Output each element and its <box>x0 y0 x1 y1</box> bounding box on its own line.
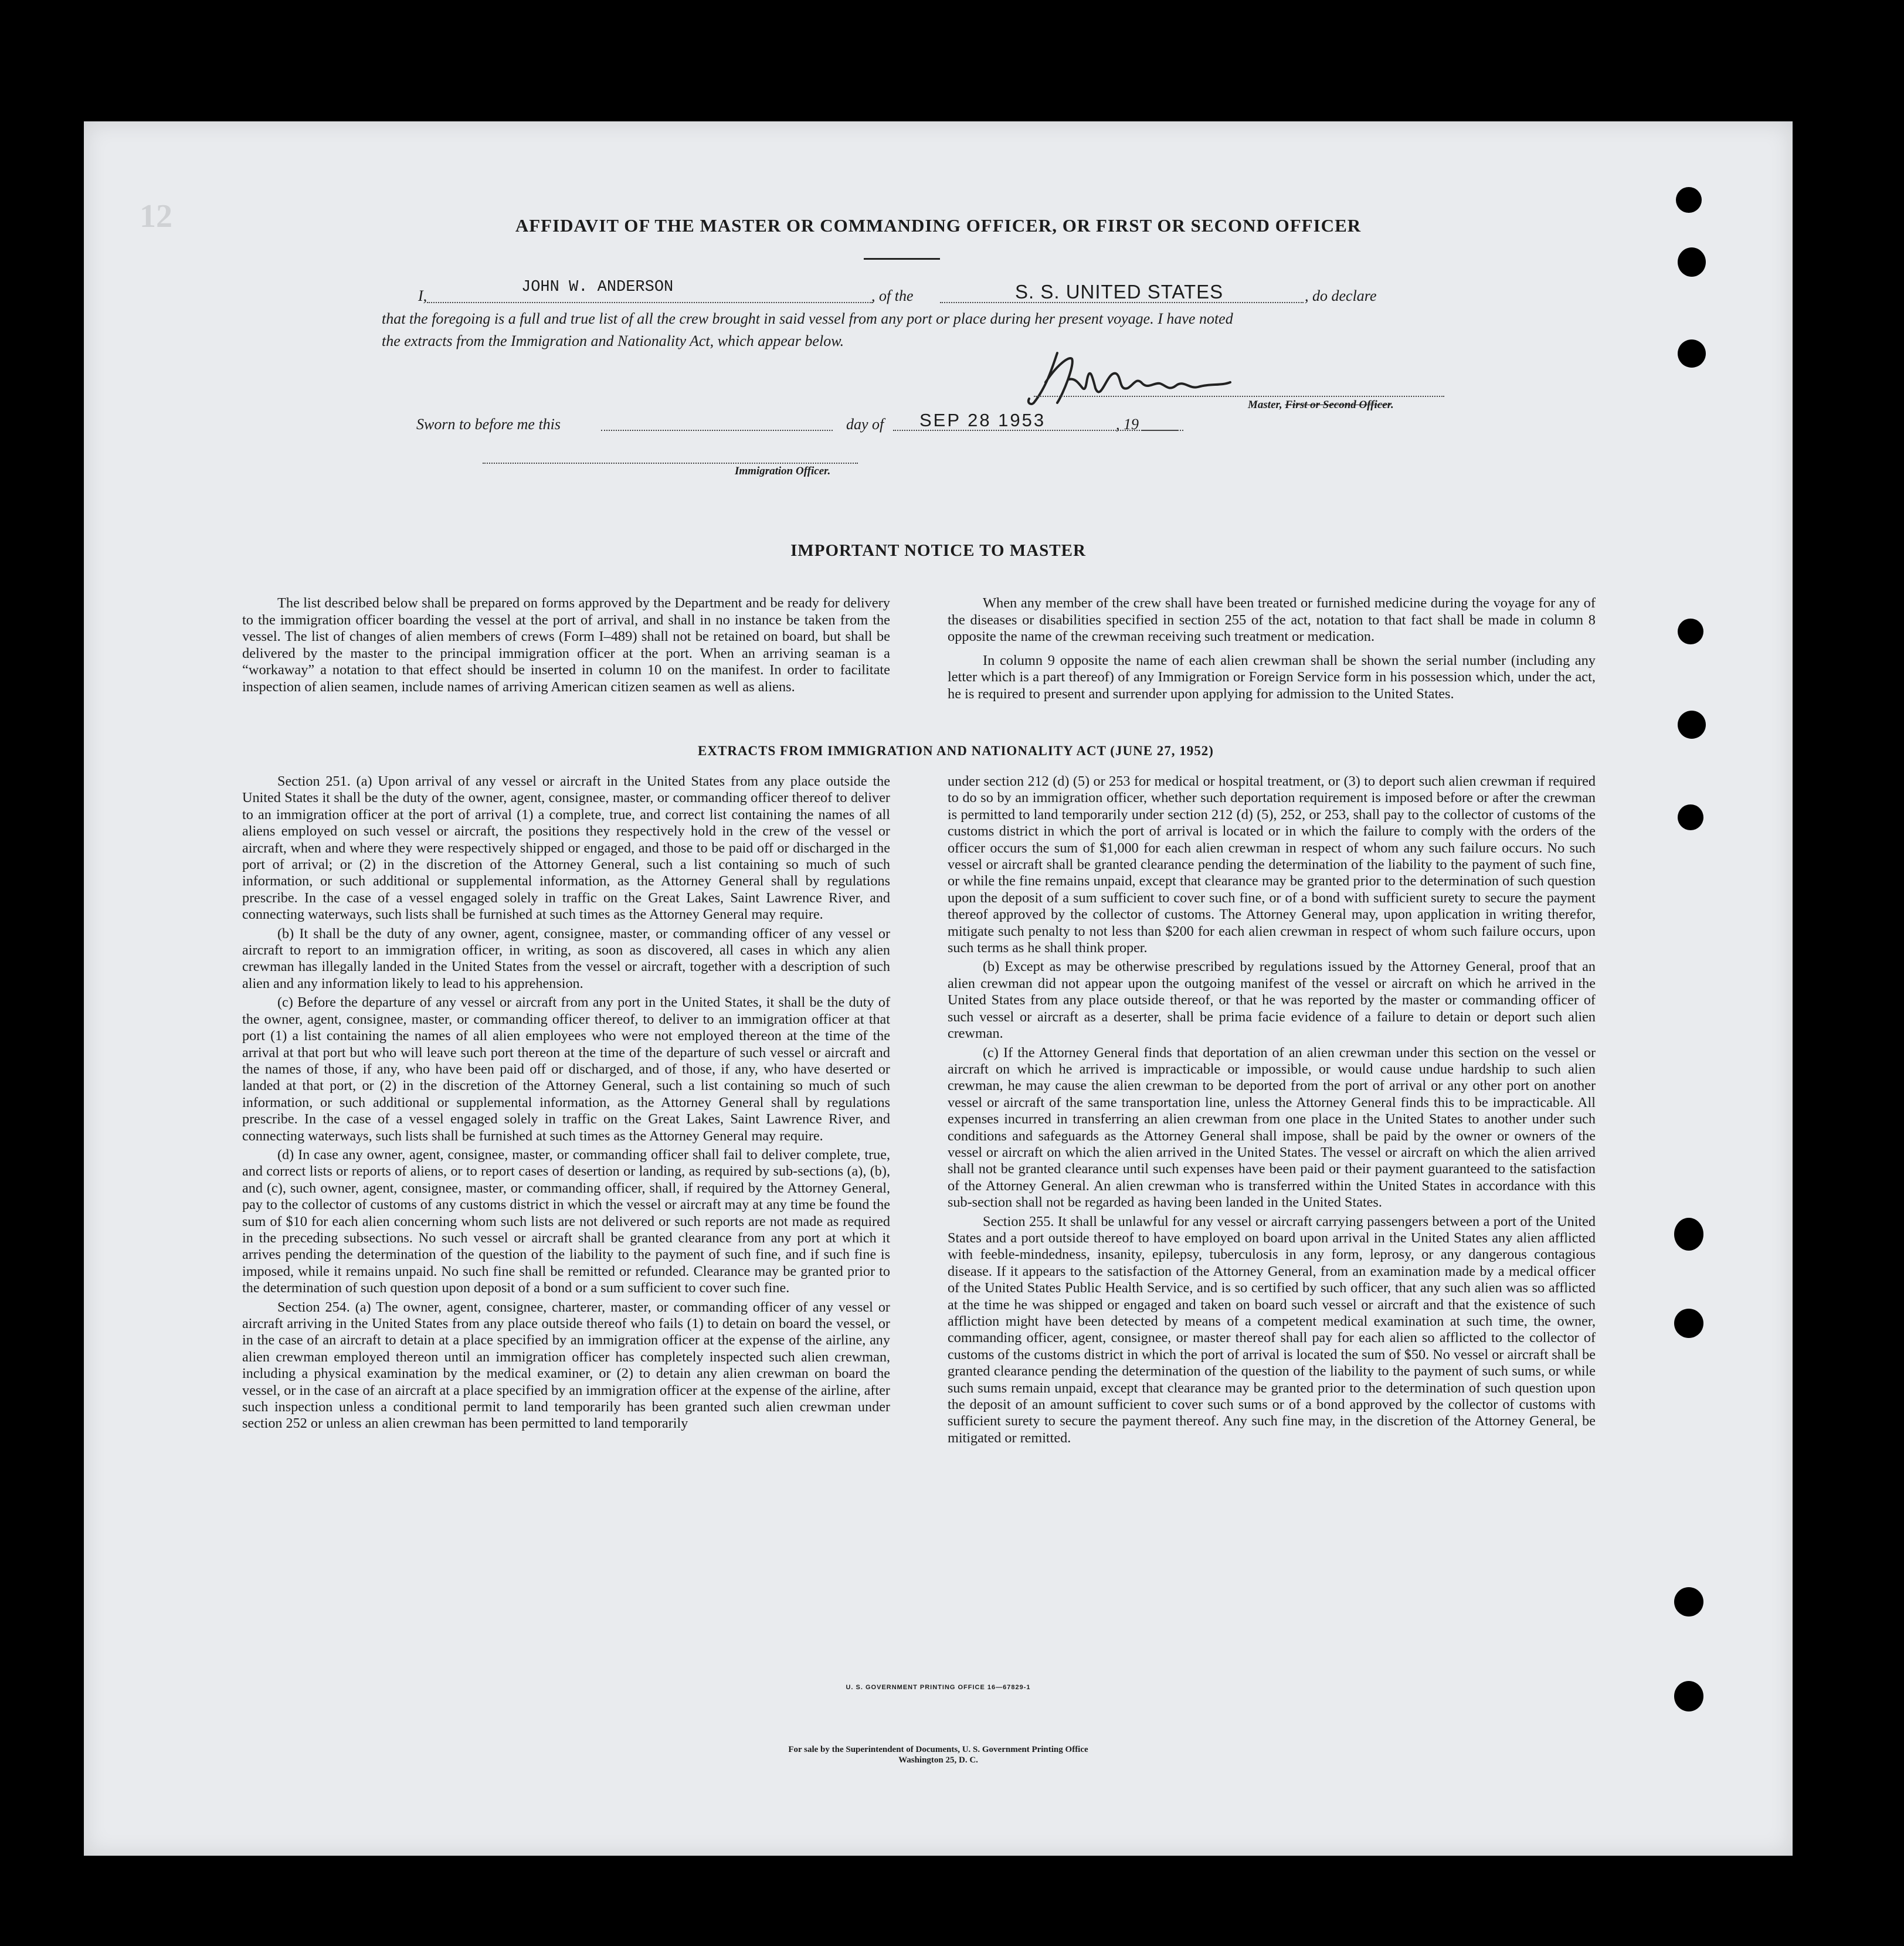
extracts-title: EXTRACTS FROM IMMIGRATION AND NATIONALITY ACT (JUNE 27, 1952) <box>698 743 1214 758</box>
punch-hole <box>1674 1309 1703 1338</box>
punch-hole <box>1676 187 1702 213</box>
signature-line <box>1034 396 1444 397</box>
immigration-officer-label: Immigration Officer. <box>735 465 831 477</box>
sworn-label: Sworn to before me this <box>416 416 561 433</box>
notice-left-paragraph: The list described below shall be prepared on forms approved by the Department and be ready for delivery to the immigration officer boarding the vessel at the port of arrival, and shall in no instance be taken from the vessel. The list of changes of alien members of crews (Form I–489) shall not be retained on board, but shall be delivered by the master to the principal immigration officer at the port. When an arriving seaman is a “workaway” a notation to that effect should be inserted in column 10 on the manifest. In order to facilitate inspection of alien seamen, include names of arriving American citizen seamen as well as aliens. <box>242 595 890 695</box>
year-line <box>1142 430 1183 431</box>
notice-right-paragraph-1: When any member of the crew shall have been treated or furnished medicine during the voyage for any of the diseases or disabilities specified in section 255 of the act, notation to that fact shall be made in column 8 opposite the name of the crewman receiving such treatment or medication. <box>948 595 1596 645</box>
section-251-c: (c) Before the departure of any vessel or aircraft from any port in the United States, it shall be the duty of the owner, agent, consignee, master, or commanding officer thereof, to deliver to an immigration officer at that port (1) a list containing the names of all alien employees who were not employed thereon at the time of the arrival at that port but who will leave such port thereon at the time of the departure of such vessel or aircraft and the names of those, if any, who have been paid off or discharged, and of those, if any, who have deserted or landed at that port, or (2) in the discretion of the Attorney General, such a list containing so much of such information, or such additional or supplemental information, as the Attorney General shall by regulations prescribe. In the case of a vessel engaged solely in traffic on the Great Lakes, Saint Lawrence River, and connecting waterways, such lists shall be furnished at such times as the Attorney General may require. <box>242 994 890 1144</box>
section-254-b: (b) Except as may be otherwise prescribed by regulations issued by the Attorney General, proof that an alien crewman did not appear upon the outgoing manifest of the vessel or aircraft on which he arrived in the United States from any place outside thereof, or that he was reported by the master or commanding officer of such vessel or aircraft as a deserter, shall be prima facie evidence of a failure to detain or deport such alien crewman. <box>948 959 1596 1042</box>
for-sale-notice <box>84 1744 1793 1765</box>
punch-hole <box>1674 1587 1703 1616</box>
day-of-label: day of <box>846 416 884 433</box>
struck-officer-label: First or Second Officer <box>1285 399 1391 411</box>
punch-hole <box>1674 1218 1703 1251</box>
section-254-a: Section 254. (a) The owner, agent, consignee, charterer, master, or commanding officer of any vessel or aircraft arriving in the United States from any place outside thereof who fails (1) to detain on board the vessel, or in the case of an aircraft to detain at a place specified by an immigration officer at the expense of the airline, any alien crewman employed thereon until an immigration officer has completely inspected such alien crewman, including a physical examination by the medical examiner, or (2) to detain any alien crewman on board the vessel, or in the case of an aircraft at a place specified by an immigration officer at the expense of the airline, after such inspection unless a conditional permit to land temporarily has been granted such alien crewman under section 252 or unless an alien crewman has been permitted to land temporarily <box>242 1299 890 1432</box>
punch-hole <box>1678 619 1703 644</box>
punch-hole <box>1678 247 1706 277</box>
date-stamp: SEP 28 1953 <box>919 410 1046 430</box>
section-254-c: (c) If the Attorney General finds that deportation of an alien crewman under this section on the vessel or aircraft on which he arrived is impracticable or impossible, or would cause undue hardship to such alien crewman, he may cause the alien crewman to be deported from the port of arrival or any other port on another vessel or aircraft of the same transportation line, unless the Attorney General finds this to be impracticable. All expenses incurred in transferring an alien crewman from one place in the United States to another under such conditions and safeguards as the Attorney General shall impose, shall be paid by the owner or owners of the vessel or aircraft on which the alien arrived in the United States. The vessel or aircraft on which the alien arrived shall not be granted clearance until such expenses have been paid or their payment guaranteed to the satisfaction of the Attorney General. An alien crewman who is transferred within the United States in accordance with this sub-section shall not be regarded as having been landed in the United States. <box>948 1044 1596 1211</box>
notice-right-column <box>948 595 1596 705</box>
gpo-imprint: U. S. GOVERNMENT PRINTING OFFICE 16—67829-1 <box>846 1684 1031 1691</box>
for-sale-line-1: For sale by the Superintendent of Documents, U. S. Government Printing Office <box>788 1745 1088 1754</box>
handwritten-signature <box>1022 347 1239 412</box>
sworn-day-line <box>601 430 833 431</box>
notice-title: IMPORTANT NOTICE TO MASTER <box>790 541 1086 560</box>
section-255: Section 255. It shall be unlawful for any vessel or aircraft carrying passengers between a port of the United States and a port outside thereof to have employed on board upon arrival in the United States any alien afflicted with feeble-mindedness, insanity, epilepsy, tuberculosis in any form, leprosy, or any dangerous contagious disease. If it appears to the satisfaction of the Attorney General, from an examination made by a medical officer of the United States Public Health Service, and is so certified by such officer, that any such alien was so afflicted at the time he was shipped or engaged and taken on board such vessel or aircraft and that the existence of such affliction might have been detected by means of a competent medical examination at such time, the owner, commanding officer, agent, consignee, or master thereof shall pay for each alien so afflicted to the collector of customs of the customs district in which the port of arrival is located the sum of $50. No vessel or aircraft shall be granted clearance pending the determination of the question of the liability to the payment of such sums, or while such sums remain unpaid, except that clearance may be granted prior to the determination of such question upon the deposit of an amount sufficient to cover such sums or of a bond approved by the collector of customs with sufficient surety to secure the payment thereof. Any such fine may, in the discretion of the Attorney General, be mitigated or remitted. <box>948 1213 1596 1446</box>
bleed-through-page-number: 12 <box>140 198 172 235</box>
of-the-label: , of the <box>871 287 914 304</box>
section-254-a-continued: under section 212 (d) (5) or 253 for medical or hospital treatment, or (3) to deport such alien crewman if required to do so by an immigration officer, whether such deportation requirement is imposed before or after the crewman is permitted to land temporarily under section 212 (d) (5), 252, or 253, shall pay to the collector of customs of the customs district in which the port of arrival is located or in which the failure to comply with the orders of the officer occurs the sum of $1,000 for each alien crewman in respect of whom any such failure occurs. No such vessel or aircraft shall be granted clearance pending the determination of the liability to the payment of such fine, or while the fine remains unpaid, except that clearance may be granted prior to the determination of such question upon the deposit of a sum sufficient to cover such fine, or of a bond with sufficient surety to secure the payment thereof approved by the collector of customs. The Attorney General may, upon application in writing therefor, mitigate such penalty to not less than $200 for each alien crewman in respect of whom such failure occurs, upon such terms as he shall think proper. <box>948 773 1596 956</box>
title-rule <box>864 258 940 260</box>
notice-left-column <box>242 595 890 698</box>
section-251-a: Section 251. (a) Upon arrival of any vessel or aircraft in the United States from any place outside the United States it shall be the duty of the owner, agent, consignee, master, or commanding officer thereof to deliver to an immigration officer at the port of arrival (1) a complete, true, and correct list containing the names of all aliens employed on such vessel or aircraft, the positions they respectively hold in the crew of the vessel or aircraft, when and where they were respectively shipped or engaged, and those to be paid off or discharged in the port of arrival; or (2) in the discretion of the Attorney General, such a list containing so much of such information, or such additional or supplemental information, as the Attorney General shall by regulations prescribe. In the case of a vessel engaged solely in traffic on the Great Lakes, Saint Lawrence River, and connecting waterways, such lists shall be furnished at such times as the Attorney General may require. <box>242 773 890 923</box>
name-line <box>427 302 873 303</box>
section-251-d: (d) In case any owner, agent, consignee, master, or commanding officer shall fail to deliver complete, true, and correct lists or reports of aliens, or to report cases of desertion or landing, as required by sub-sections (a), (b), and (c), such owner, agent, consignee, master, or commanding officer, shall, if required by the Attorney General, pay to the collector of customs of any customs district in which the vessel or aircraft may at any time be found the sum of $10 for each alien concerning whom such lists are not delivered or such reports are not made as required in the preceding subsections. No such vessel or aircraft shall be granted clearance from any port at which it arrives pending the determination of the question of the liability to the payment of such fine, and if such fine is imposed, while it remains unpaid. No such fine shall be remitted or refunded. Clearance may be granted prior to the determination of such question upon deposit of a bond or a sum sufficient to cover such fine. <box>242 1146 890 1296</box>
section-251-b: (b) It shall be the duty of any owner, agent, consignee, master, or commanding officer of any vessel or aircraft to report to an immigration officer, in writing, as soon as discovered, all cases in which any alien crewman has illegally landed in the United States from the vessel or aircraft, together with a description of such alien and any information likely to lead to his apprehension. <box>242 925 890 991</box>
notice-right-paragraph-2: In column 9 opposite the name of each alien crewman shall be shown the serial number (including any letter which is a part thereof) of any Immigration or Foreign Service form in his possession which, under the act, he is required to present and surrender upon applying for admission to the United States. <box>948 652 1596 702</box>
punch-hole <box>1678 804 1703 830</box>
immigration-officer-line <box>483 463 858 464</box>
affidavit-title: AFFIDAVIT OF THE MASTER OR COMMANDING OFFICER, OR FIRST OR SECOND OFFICER <box>515 215 1362 236</box>
for-sale-line-2: Washington 25, D. C. <box>898 1755 978 1765</box>
declaration-line-2: that the foregoing is a full and true list of all the crew brought in said vessel from any port or place during her present voyage. I have noted <box>382 310 1233 327</box>
master-name: JOHN W. ANDERSON <box>521 279 674 296</box>
i-label: I, <box>418 287 427 304</box>
punch-hole <box>1678 711 1706 739</box>
form-page <box>84 121 1793 1856</box>
declaration-line-3: the extracts from the Immigration and Nationality Act, which appear below. <box>382 332 844 349</box>
extracts-right-column <box>948 773 1596 1449</box>
do-declare-label: , do declare <box>1305 287 1377 304</box>
year-label: , 19 <box>1116 416 1139 433</box>
master-title-label: Master, First or Second Officer. <box>1248 399 1394 411</box>
extracts-left-column <box>242 773 890 1435</box>
vessel-name: S. S. UNITED STATES <box>1015 281 1224 303</box>
punch-hole <box>1678 339 1706 368</box>
